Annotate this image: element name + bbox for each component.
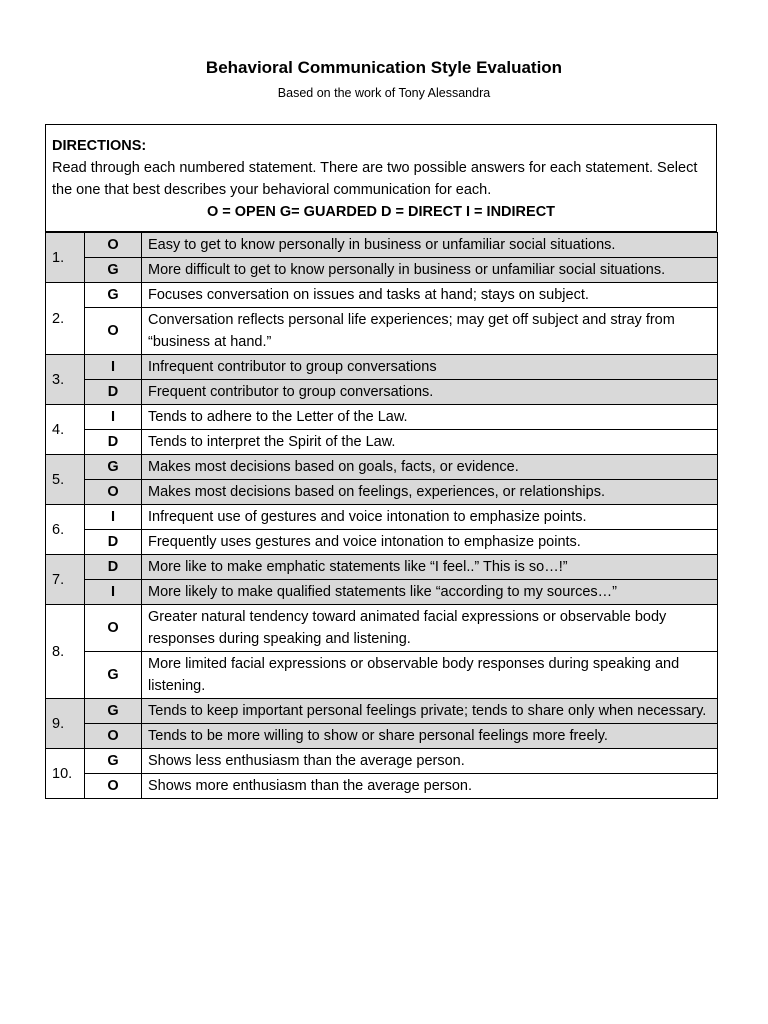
option-statement: Tends to interpret the Spirit of the Law. [142,430,718,455]
option-statement: More like to make emphatic statements like “I feel..” This is so…!” [142,555,718,580]
directions-heading: DIRECTIONS: [52,138,147,154]
option-statement: Makes most decisions based on feelings, experiences, or relationships. [142,480,718,505]
item-row [46,605,718,652]
option-statement: Frequent contributor to group conversations. [142,380,718,405]
item-row [46,355,718,380]
item-row [46,774,718,799]
option-code: O [85,605,142,652]
item-number: 10. [46,749,85,799]
item-row [46,308,718,355]
item-number: 7. [46,555,85,605]
option-statement: More difficult to get to know personally in business or unfamiliar social situations. [142,258,718,283]
directions-box [45,124,717,232]
item-row [46,724,718,749]
item-row [46,699,718,724]
option-code: D [85,530,142,555]
directions-legend: O = OPEN G= GUARDED D = DIRECT I = INDIRECT [206,204,556,220]
option-code: G [85,455,142,480]
item-row [46,580,718,605]
option-code: I [85,355,142,380]
option-code: O [85,480,142,505]
item-number: 4. [46,405,85,455]
option-statement: Focuses conversation on issues and tasks at hand; stays on subject. [142,283,718,308]
option-code: D [85,555,142,580]
option-code: I [85,405,142,430]
item-number: 9. [46,699,85,749]
option-code: G [85,258,142,283]
document-subtitle: Based on the work of Tony Alessandra [277,86,491,100]
item-row [46,652,718,699]
item-row [46,233,718,258]
item-number: 8. [46,605,85,699]
option-statement: Tends to be more willing to show or share personal feelings more freely. [142,724,718,749]
option-code: I [85,505,142,530]
directions-body: Read through each numbered statement. There are two possible answers for each statement. Select the one that best describes your behavioral communication for each. [52,160,698,198]
item-row [46,530,718,555]
item-row [46,258,718,283]
item-number: 2. [46,283,85,355]
option-statement: Infrequent contributor to group conversations [142,355,718,380]
item-row [46,749,718,774]
item-row [46,430,718,455]
option-statement: Frequently uses gestures and voice intonation to emphasize points. [142,530,718,555]
item-number: 3. [46,355,85,405]
option-statement: Infrequent use of gestures and voice intonation to emphasize points. [142,505,718,530]
option-code: O [85,724,142,749]
option-code: G [85,283,142,308]
item-number: 1. [46,233,85,283]
option-statement: Conversation reflects personal life experiences; may get off subject and stray from “business at hand.” [142,308,718,355]
item-number: 5. [46,455,85,505]
option-code: I [85,580,142,605]
option-code: O [85,233,142,258]
option-code: O [85,774,142,799]
option-statement: Easy to get to know personally in business or unfamiliar social situations. [142,233,718,258]
item-row [46,405,718,430]
document-title: Behavioral Communication Style Evaluation [205,58,563,77]
option-statement: More limited facial expressions or observable body responses during speaking and listening. [142,652,718,699]
item-row [46,380,718,405]
option-code: G [85,749,142,774]
option-statement: Shows more enthusiasm than the average person. [142,774,718,799]
item-row [46,455,718,480]
option-statement: Shows less enthusiasm than the average person. [142,749,718,774]
option-statement: Tends to adhere to the Letter of the Law. [142,405,718,430]
option-statement: Makes most decisions based on goals, facts, or evidence. [142,455,718,480]
option-statement: Tends to keep important personal feelings private; tends to share only when necessary. [142,699,718,724]
option-code: G [85,699,142,724]
item-row [46,555,718,580]
item-row [46,505,718,530]
option-code: G [85,652,142,699]
item-number: 6. [46,505,85,555]
item-row [46,480,718,505]
item-row [46,283,718,308]
option-code: D [85,380,142,405]
option-code: D [85,430,142,455]
option-statement: More likely to make qualified statements like “according to my sources…” [142,580,718,605]
evaluation-table [45,232,718,799]
option-statement: Greater natural tendency toward animated facial expressions or observable body responses during speaking and listening. [142,605,718,652]
option-code: O [85,308,142,355]
